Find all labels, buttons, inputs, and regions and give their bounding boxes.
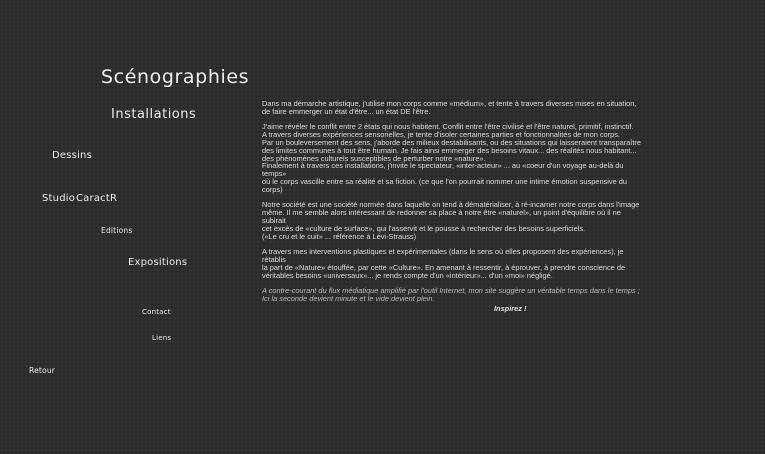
text-line: Dans ma démarche artistique, j'utilise mon corps comme «médium», et tente à travers diverses mises en situation, — [262, 99, 637, 108]
text-line: («Le cru et le cuit» ... référence à Lévi-Strauss) — [262, 231, 417, 241]
text-line: A travers mes interventions plastiques et expérimentales (dans le sens où elles proposent des expériences), je rétablis — [262, 247, 624, 264]
nav-link-editions[interactable]: Editions — [101, 226, 133, 235]
artist-statement — [262, 100, 642, 313]
nav-link-studio[interactable]: Studio — [42, 193, 76, 204]
nav-link-retour[interactable]: Retour — [29, 366, 56, 375]
text-line: véritables besoins «universaux»... je rends compte d'un «intérieur»... d'un «moi» négligé. — [262, 270, 553, 280]
text-line: Par un bouleversement des sens, j'aborde des milieux destabilisants, ou des situations qui laisseraient transparaître — [262, 137, 641, 147]
text-line: A travers diverses expériences sensorielles, je tente d'isoler certaines parties et fonctionnalités de mon corps. — [262, 130, 620, 140]
text-line: la part de «Nature» étouffée, par cette «Culture». En amenant à ressentir, à éprouver, à prendre conscience de — [262, 262, 626, 272]
nav-link-installations[interactable]: Installations — [111, 107, 197, 122]
nav-link-caractr[interactable]: CaractR — [76, 193, 118, 204]
text-line: de faire emmerger un état d'être... un état DE l'être. — [262, 106, 431, 116]
quote-line: A contre-courant du flux médiatique amplifié par l'outil Internet, mon site suggère un véritable temps dans le temps ; — [262, 286, 640, 296]
nav-link-scenographies[interactable]: Scénographies — [101, 66, 250, 88]
text-line: Finalement à travers ces installations, j'invite le spectateur, «inter-acteur» ... au «coeur d'un voyage au-delà du temps» — [262, 161, 624, 179]
text-line: Notre société est une société normée dans laquelle on tend à dématérialiser, à ré-incarner notre corps dans l'image — [262, 200, 640, 210]
text-line: cet excès de «culture de surface», qui l'asservit et le pousse à rechercher des besoins superficiels. — [262, 223, 586, 233]
nav-link-liens[interactable]: Liens — [152, 334, 172, 342]
statement-paragraph-4 — [262, 248, 642, 279]
text-line: J'aime révéler le conflit entre 2 états qui nous habitent. Conflit entre l'être civilisé et l'être naturel, primitif, instinctif. — [262, 122, 634, 132]
nav-link-expositions[interactable]: Expositions — [128, 257, 188, 268]
nav-link-contact[interactable]: Contact — [142, 308, 171, 316]
nav-link-dessins[interactable]: Dessins — [52, 150, 92, 161]
quote-line: Ici la seconde devient minute et le vide devient plein. — [262, 293, 435, 303]
statement-paragraph-1 — [262, 100, 642, 116]
inspirez-text: Inspirez ! — [494, 303, 527, 313]
text-line: des limites communes à tout être humain. Je fais ainsi emmerger des besoins vitaux... des réalités nous habitant... — [262, 145, 637, 155]
text-line: où le corps vascille entre sa réalité et sa fiction. (ce que l'on pourrait nommer une intime émotion suspensive du corps) — [262, 176, 627, 194]
statement-paragraph-3 — [262, 201, 642, 240]
text-line: des phénomènes culturels susceptibles de perturber notre «nature». — [262, 153, 486, 163]
statement-quote — [262, 287, 642, 303]
statement-paragraph-2 — [262, 123, 642, 193]
text-line: même. Il me semble alors intéressant de redonner sa place à notre être «naturel», un point d'équilibre où il ne subirait — [262, 208, 621, 225]
